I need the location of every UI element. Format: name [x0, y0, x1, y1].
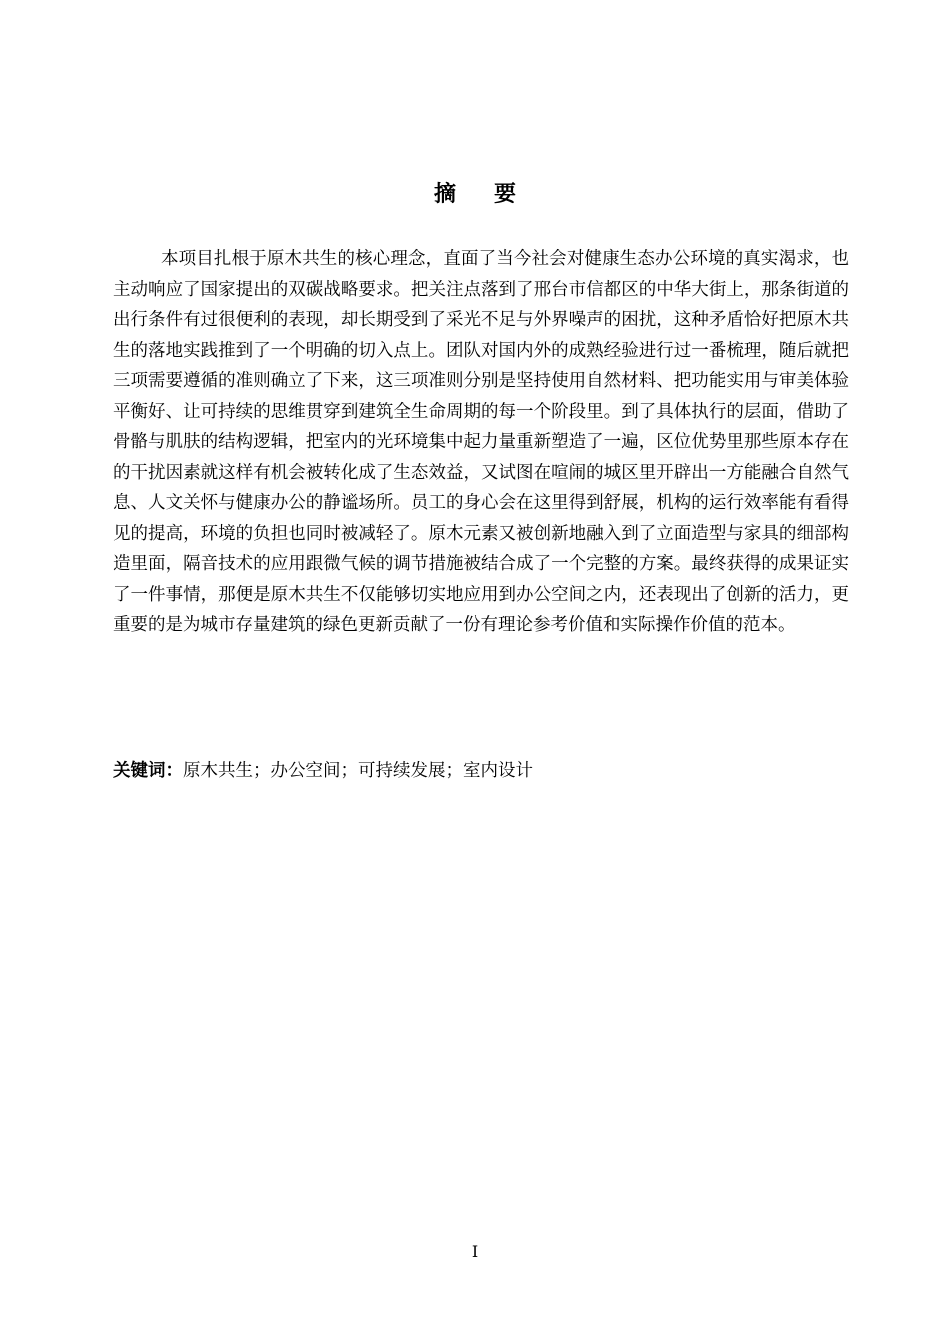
abstract-title: 摘要 [433, 182, 554, 207]
page-number: I [471, 1242, 479, 1261]
abstract-paragraph: 本项目扎根于原木共生的核心理念，直面了当今社会对健康生态办公环境的真实渴求，也主动响应了国家提出的双碳战略要求。把关注点落到了邢台市信都区的中华大街上，那条街道的出行条件有过很便利的表现，却长期受到了采光不足与外界噪声的困扰，这种矛盾恰好把原木共生的落地实践推到了一个明确的切入点上。团队对国内外的成熟经验进行过一番梳理，随后就把三项需要遵循的准则确立了下来，这三项准则分别是坚持使用自然材料、把功能实用与审美体验平衡好、让可持续的思维贯穿到建筑全生命周期的每一个阶段里。到了具体执行的层面，借助了骨骼与肌肤的结构逻辑，把室内的光环境集中起力量重新塑造了一遍，区位优势里那些原本存在的干扰因素就这样有机会被转化成了生态效益，又试图在喧闹的城区里开辟出一方能融合自然气息、人文关怀与健康办公的静谧场所。员工的身心会在这里得到舒展，机构的运行效率能有看得见的提高，环境的负担也同时被减轻了。原木元素又被创新地融入到了立面造型与家具的细部构造里面，隔音技术的应用跟微气候的调节措施被结合成了一个完整的方案。最终获得的成果证实了一件事情，那便是原木共生不仅能够切实地应用到办公空间之内，还表现出了创新的活力，更重要的是为城市存量建筑的绿色更新贡献了一份有理论参考价值和实际操作价值的范本。 [113, 249, 849, 635]
keywords-list: 原木共生；办公空间；可持续发展；室内设计 [183, 761, 533, 781]
keywords-label: 关键词： [113, 761, 183, 781]
keywords-line [113, 757, 849, 785]
